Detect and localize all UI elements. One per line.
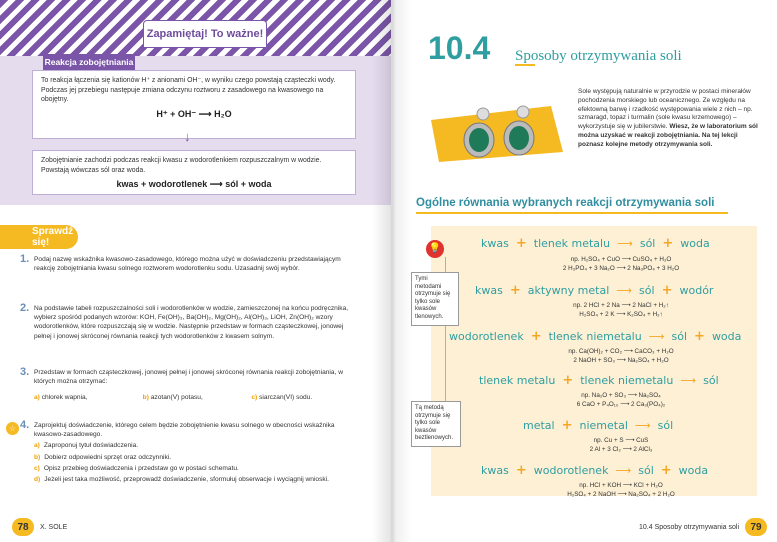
- exercise-2: [20, 304, 360, 341]
- star-icon: ☆: [6, 422, 19, 435]
- sub-task: b) Dobierz odpowiedni sprzęt oraz odczynniki.: [34, 453, 172, 461]
- sub-task: a) Zaproponuj tytuł doświadczenia.: [34, 442, 139, 450]
- intro-bold: Wiesz, że w laboratorium sól można uzyskać w reakcji zobojętniania. Na tej lekcji poznasz kolejne metody otrzymywania soli.: [578, 123, 758, 148]
- right-footer: [639, 518, 767, 536]
- sub-task: d) Jeżeli jest taka możliwość, przeprowadź doświadczenie, sformułuj obserwacje i wyciągnij wnioski.: [34, 476, 329, 484]
- title-accent: [515, 64, 535, 66]
- section-title: Ogólne równania wybranych reakcji otrzymywania soli: [416, 197, 715, 209]
- exercise-text: Zaprojektuj doświadczenie, którego celem będzie zobojętnienie kwasu solnego w obecności wskaźnika kwasowo-zasadowego.: [34, 422, 335, 439]
- chapter-footer: X. SOLE: [40, 523, 68, 531]
- reaction-example: np. H₂SO₄ + CuO ⟶ CuSO₄ + H₂O 2 H₃PO₄ + 3 Na₂O ⟶ 2 Na₃PO₄ + 3 H₂O: [562, 256, 680, 272]
- sub-task: c) Opisz przebieg doświadczenia i przedstaw go w postaci schematu.: [34, 464, 239, 472]
- page-number: 79: [745, 518, 767, 536]
- definition-label: Reakcja zobojętniania: [43, 54, 135, 70]
- note-oxygen-acids: Tymi metodami otrzymuje się tylko sole kwasów tlenowych.: [411, 272, 459, 326]
- earrings-photo: [431, 100, 563, 170]
- reaction-example: np. Na₂O + SO₃ ⟶ Na₂SO₄ 6 CaO + P₄O₁₀ ⟶ 2 Ca₃(PO₄)₂: [576, 392, 666, 408]
- reaction-row: kwas + aktywny metal ⟶ sól + wodór: [475, 283, 714, 298]
- exercise-options: [34, 393, 360, 402]
- exercise-3: [20, 368, 360, 403]
- exercise-number: 2.: [20, 302, 30, 314]
- exercise-number: 4.: [20, 419, 30, 431]
- neutralization-text: Zobojętnianie zachodzi podczas reakcji kwasu z wodorotlenkiem rozpuszczalnym w wodzie. Powstają wówczas sól oraz woda.: [41, 157, 322, 174]
- exercise-text: Podaj nazwę wskaźnika kwasowo-zasadowego, którego można użyć w doświadczeniu przedstawiającym reakcję zobojętniania kwasu solnego roztworem wodorotlenku sodu. Uzasadnij swój wybór.: [34, 256, 341, 273]
- option: a) chlorek wapnia,: [34, 394, 88, 402]
- option: c) siarczan(VI) sodu.: [251, 394, 313, 402]
- reaction-row: kwas + tlenek metalu ⟶ sól + woda: [481, 236, 710, 251]
- reaction-row: kwas + wodorotlenek ⟶ sól + woda: [481, 463, 709, 478]
- exercise-text: Na podstawie tabeli rozpuszczalności soli i wodorotlenków w wodzie, zamieszczonej na końcu podręcznika, wybierz spośród podanych wzorów: KOH, Fe(OH)₃, Ba(OH)₂, Mg(OH)₂, Al(OH)₃, LiOH, Zn(OH)₂ wzory wodorotlenków, które rozpuszczają się w wodzie. Następnie przedstaw w formach cząsteczkowej, jonowej pełnej i jonowej skróconej równania reakcji tych wodorotlenków z kwasem solnym.: [34, 305, 349, 340]
- chapter-title: Sposoby otrzymywania soli: [515, 48, 682, 64]
- exercise-number: 1.: [20, 253, 30, 265]
- reaction-example: np. Ca(OH)₂ + CO₂ ⟶ CaCO₃ + H₂O 2 NaOH + SO₃ ⟶ Na₂SO₄ + H₂O: [568, 348, 674, 364]
- check-yourself-tab: Sprawdź się!: [0, 225, 78, 249]
- chapter-footer: 10.4 Sposoby otrzymywania soli: [639, 523, 739, 531]
- right-page: [391, 0, 777, 542]
- definition-text: To reakcja łączenia się kationów H⁺ z anionami OH⁻, w wyniku czego powstają cząsteczki wody. Podczas jej przebiegu następuje zmiana odczynu roztworu z zasadowego na kwasowego na obojętny.: [41, 77, 336, 103]
- reaction-example: np. 2 HCl + 2 Na ⟶ 2 NaCl + H₂↑ H₂SO₄ + 2 K ⟶ K₂SO₄ + H₂↑: [573, 302, 669, 318]
- definition-box: [32, 70, 356, 139]
- down-arrow-icon: ↓: [184, 129, 191, 144]
- neutralization-box: [32, 150, 356, 195]
- exercise-number: 3.: [20, 366, 30, 378]
- reaction-example: np. Cu + S ⟶ CuS 2 Al + 3 Cl₂ ⟶ 2 AlCl₃: [589, 437, 653, 453]
- left-footer: [12, 518, 67, 536]
- intro-text: Sole występują naturalnie w przyrodzie w postaci minerałów pochodzenia morskiego lub oceanicznego. Ze względu na efektowną barwę i rzadkość występowania wiele z nich – np. szmaragd, topaz i turmalin (sole kwasu krzemowego) – wykorzystuje się w jubilerstwie. Wiesz, że w laboratorium sól można uzyskać w reakcji zobojętniania. Na tej lekcji poznasz kolejne metody otrzymywania soli.: [578, 88, 758, 148]
- reaction-row: tlenek metalu + tlenek niemetalu ⟶ sól: [479, 373, 719, 388]
- exercise-4: [20, 421, 360, 484]
- reaction-row: wodorotlenek + tlenek niemetalu ⟶ sól + woda: [449, 329, 742, 344]
- word-equation: kwas + wodorotlenek ⟶ sól + woda: [116, 179, 272, 189]
- note-oxygenless-acids: Tą metodą otrzymuje się tylko sole kwasów beztlenowych.: [411, 401, 461, 447]
- lightbulb-icon: 💡: [426, 240, 444, 258]
- ionic-equation: H⁺ + OH⁻ ⟶ H₂O: [156, 108, 232, 119]
- exercise-text: Przedstaw w formach cząsteczkowej, jonowej pełnej i jonowej skróconej równania reakcji zobojętniania, w których można otrzymać:: [34, 369, 343, 386]
- chapter-number: 10.4: [428, 30, 491, 66]
- remember-tab: Zapamiętaj! To ważne!: [143, 20, 267, 48]
- reaction-row: metal + niemetal ⟶ sól: [523, 418, 674, 433]
- option: b) azotan(V) potasu,: [142, 394, 203, 402]
- page-number: 78: [12, 518, 34, 536]
- remember-body: [26, 47, 371, 205]
- section-divider: [416, 212, 728, 214]
- reaction-example: np. HCl + KOH ⟶ KCl + H₂O H₂SO₄ + 2 NaOH ⟶ Na₂SO₄ + 2 H₂O: [567, 482, 675, 498]
- exercise-1: [20, 255, 360, 273]
